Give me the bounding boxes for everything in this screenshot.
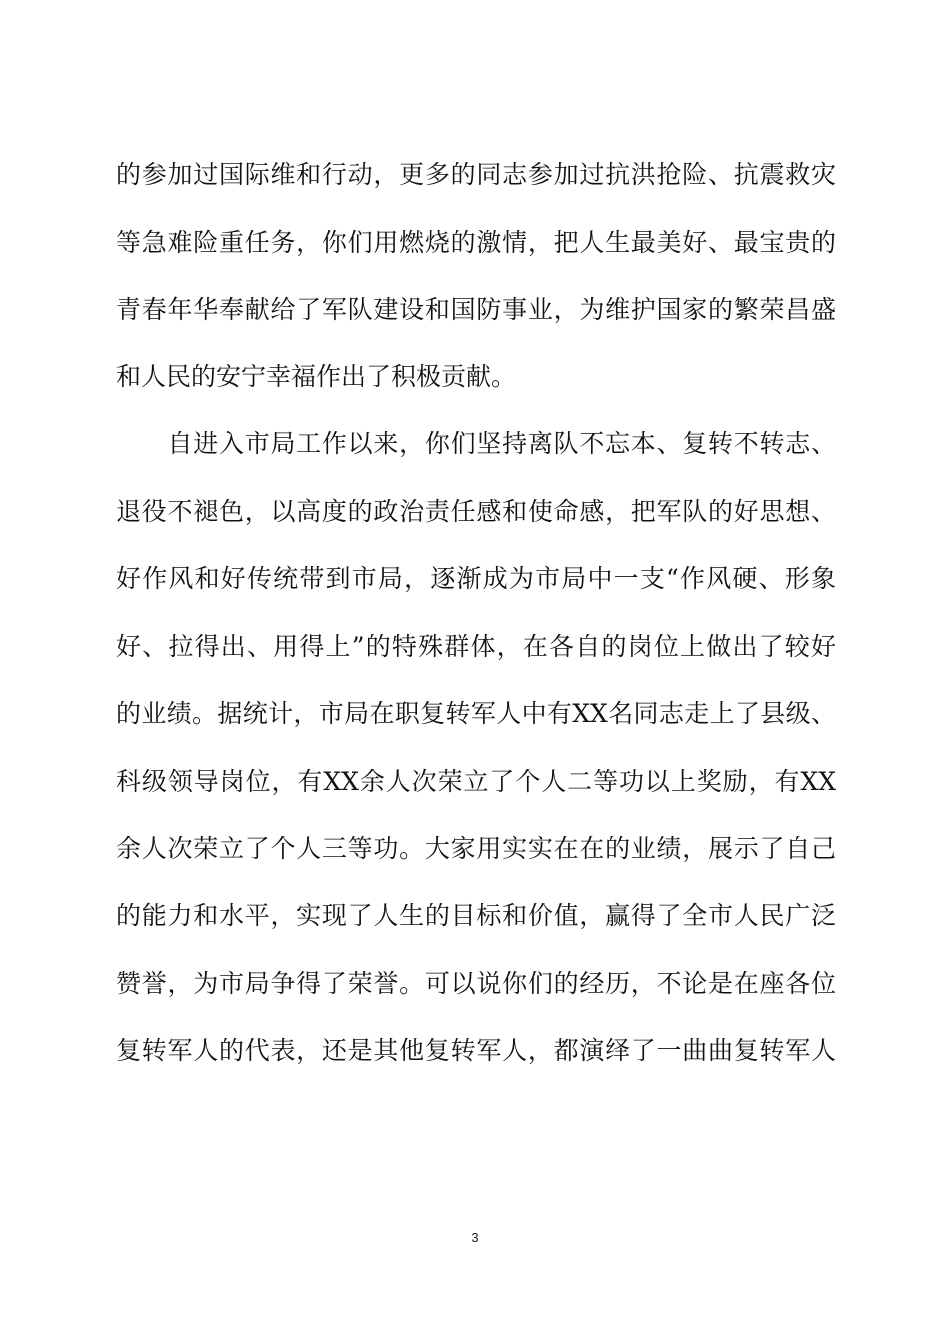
- text-line-14: 复转军人的代表，还是其他复转军人，都演绎了一曲曲复转军人: [116, 1036, 836, 1065]
- text-line-10: 科级领导岗位，有XX余人次荣立了个人二等功以上奖励，有XX: [116, 767, 836, 796]
- text-line-3: 青春年华奉献给了军队建设和国防事业，为维护国家的繁荣昌盛: [116, 295, 836, 324]
- page-number: 3: [471, 1230, 479, 1245]
- text-line-4: 和人民的安宁幸福作出了积极贡献。: [116, 362, 517, 391]
- text-line-6: 退役不褪色，以高度的政治责任感和使命感，把军队的好思想、: [116, 497, 836, 526]
- text-line-7: 好作风和好传统带到市局，逐渐成为市局中一支“作风硬、形象: [116, 564, 836, 593]
- text-line-1: 的参加过国际维和行动，更多的同志参加过抗洪抢险、抗震救灾: [116, 160, 836, 189]
- text-line-8: 好、拉得出、用得上”的特殊群体，在各自的岗位上做出了较好: [116, 632, 836, 661]
- text-line-5: 自进入市局工作以来，你们坚持离队不忘本、复转不转志、: [116, 429, 836, 458]
- text-line-13: 赞誉，为市局争得了荣誉。可以说你们的经历，不论是在座各位: [116, 969, 836, 998]
- text-line-2: 等急难险重任务，你们用燃烧的激情，把人生最美好、最宝贵的: [116, 228, 836, 257]
- text-line-11: 余人次荣立了个人三等功。大家用实实在在的业绩，展示了自己: [116, 834, 836, 863]
- text-line-12: 的能力和水平，实现了人生的目标和价值，赢得了全市人民广泛: [116, 901, 836, 930]
- text-line-9: 的业绩。据统计，市局在职复转军人中有XX名同志走上了县级、: [116, 699, 836, 728]
